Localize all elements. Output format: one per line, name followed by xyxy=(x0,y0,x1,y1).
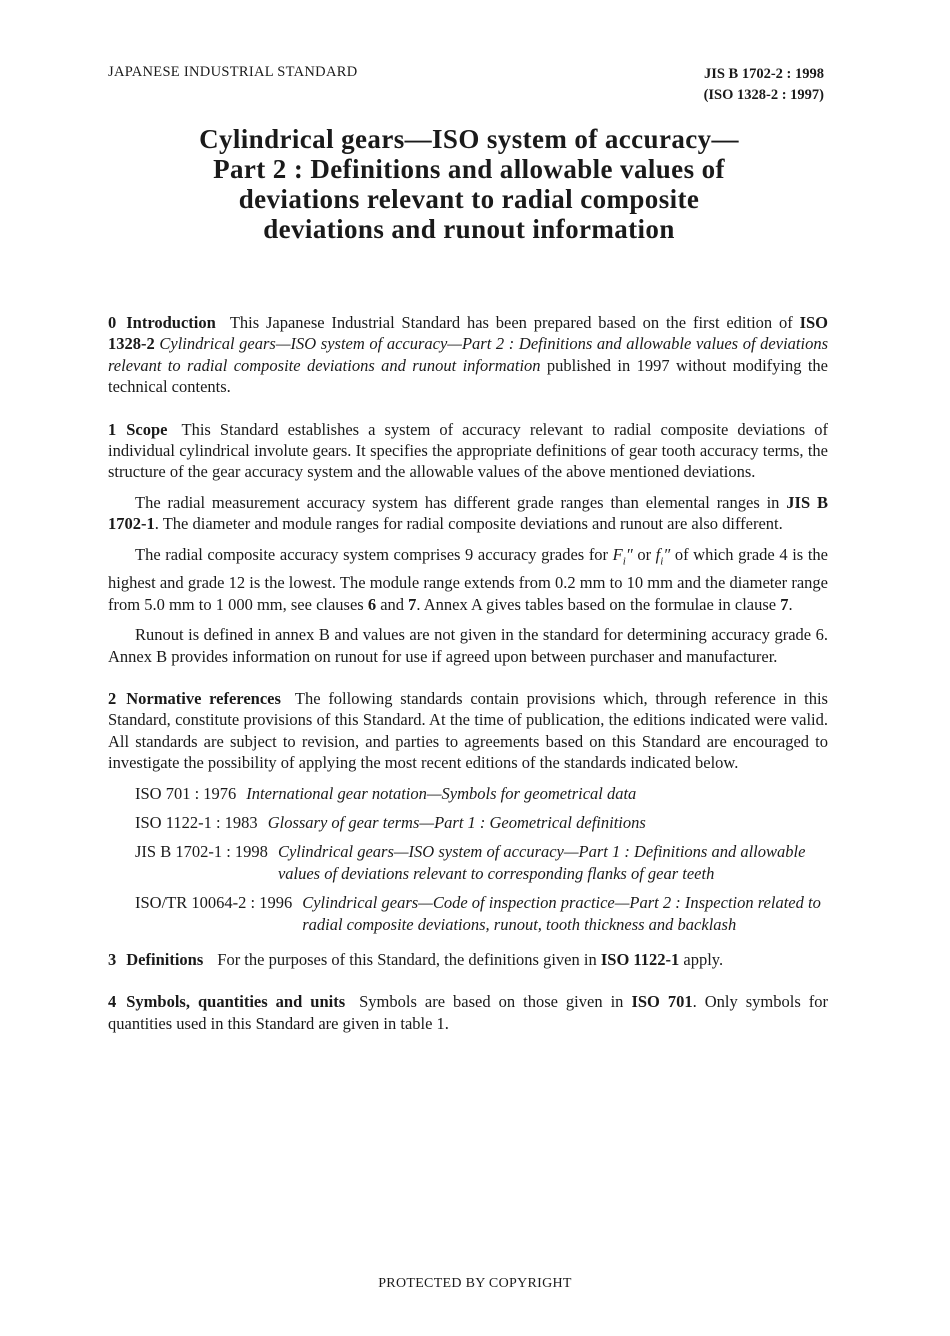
reference-item xyxy=(135,841,828,884)
symbols-text: Symbols are based on those given in xyxy=(359,992,632,1012)
scope-p3-and: and xyxy=(376,594,409,614)
definitions-ref: ISO 1122-1 xyxy=(600,950,680,970)
document-title xyxy=(108,124,830,244)
section-heading: Scope xyxy=(126,419,168,439)
section-heading: Symbols, quantities and units xyxy=(126,992,346,1012)
section-heading: Normative references xyxy=(126,688,281,708)
symbol-F: F xyxy=(612,544,623,564)
section-normative-references xyxy=(108,688,828,774)
reference-list xyxy=(135,783,828,935)
clause-ref: 7 xyxy=(408,594,417,614)
header-standard-number xyxy=(704,64,824,106)
section-number: 3 xyxy=(108,950,117,970)
section-definitions xyxy=(108,949,828,970)
clause-ref: 7 xyxy=(780,594,789,614)
title-line-4: deviations and runout information xyxy=(263,214,675,244)
scope-p3-or: or xyxy=(632,544,656,564)
section-number: 1 xyxy=(108,419,117,439)
scope-p3-text: The radial composite accuracy system comprises 9 accuracy grades for xyxy=(135,544,613,564)
scope-p3-text-3: . Annex A gives tables based on the formulae in clause xyxy=(416,594,781,614)
symbol-fi xyxy=(655,544,671,567)
scope-paragraph-4: Runout is defined in annex B and values are not given in the standard for determining accuracy grade 6. Annex B provides information on runout for use if agreed upon between purchaser and manufacturer. xyxy=(108,625,828,666)
iso-number: (ISO 1328-2 : 1997) xyxy=(703,87,824,103)
intro-text: This Japanese Industrial Standard has been prepared based on the first edition of xyxy=(229,313,800,332)
scope-p2-text-end: . The diameter and module ranges for radial composite deviations and runout are also different. xyxy=(154,514,783,534)
reference-title: Cylindrical gears—ISO system of accuracy—Part 1 : Definitions and allowable values of deviations relevant to corresponding flanks of gear teeth xyxy=(277,842,806,883)
reference-code: ISO 1122-1 : 1983 xyxy=(135,813,258,833)
reference-item xyxy=(135,783,828,804)
symbol-subscript: i xyxy=(660,554,664,567)
symbol-double-prime: ″ xyxy=(663,544,671,564)
reference-item xyxy=(135,812,828,833)
scope-paragraph-1: This Standard establishes a system of accuracy relevant to radial composite deviations of individual cylindrical involute gears. It specifies the appropriate definitions of gear tooth accuracy terms, the structure of the gear accuracy system and the allowable values of the above mentioned deviations. xyxy=(108,419,828,482)
symbols-ref: ISO 701 xyxy=(631,992,693,1012)
section-number: 4 xyxy=(108,992,117,1012)
symbol-f: f xyxy=(655,544,661,564)
section-symbols xyxy=(108,991,828,1034)
symbol-double-prime: ″ xyxy=(625,544,633,564)
section-heading: Definitions xyxy=(126,950,204,970)
clause-ref: 6 xyxy=(367,594,377,614)
section-heading: Introduction xyxy=(126,313,216,332)
symbol-Fi xyxy=(612,544,633,567)
intro-ref-title: Cylindrical gears—ISO system of accuracy—Part 2 : Definitions and allowable values of deviations relevant to radial composite deviations and runout information xyxy=(108,334,828,375)
reference-title: International gear notation—Symbols for geometrical data xyxy=(246,783,637,803)
section-scope xyxy=(108,419,828,483)
scope-p3-period: . xyxy=(788,594,793,614)
section-number: 2 xyxy=(108,688,117,708)
symbols-text-end: . Only symbols for quantities used in this Standard are given in table 1. xyxy=(108,992,829,1033)
scope-paragraph-3 xyxy=(108,544,828,616)
header-standard-label: JAPANESE INDUSTRIAL STANDARD xyxy=(108,64,358,80)
scope-p3-text-2: of which grade 4 is the highest and grade 12 is the lowest. The module range extends from 0.2 mm to 10 mm and the diameter range from 5.0 mm to 1 000 mm, see clauses xyxy=(108,544,828,614)
definitions-text-end: apply. xyxy=(679,950,724,970)
document-body xyxy=(108,312,828,1034)
section-introduction xyxy=(108,312,828,398)
scope-paragraph-2 xyxy=(108,492,828,535)
reference-code: ISO/TR 10064-2 : 1996 xyxy=(135,893,293,913)
section-number: 0 xyxy=(108,313,117,332)
scope-p2-text: The radial measurement accuracy system has different grade ranges than elemental ranges in xyxy=(135,492,787,512)
scope-p2-ref: JIS B 1702-1 xyxy=(108,492,828,534)
reference-code: ISO 701 : 1976 xyxy=(135,783,237,803)
intro-text-end: published in 1997 without modifying the technical contents. xyxy=(108,355,828,397)
copyright-footer: PROTECTED BY COPYRIGHT xyxy=(378,1276,572,1291)
title-line-1: Cylindrical gears—ISO system of accuracy— xyxy=(199,124,739,154)
title-line-2: Part 2 : Definitions and allowable values of xyxy=(213,154,725,184)
reference-code: JIS B 1702-1 : 1998 xyxy=(135,842,268,862)
symbol-subscript: i xyxy=(622,554,626,567)
normative-text: The following standards contain provisions which, through reference in this Standard, constitute provisions of this Standard. At the time of publication, the editions indicated were valid. All standards are subject to revision, and parties to agreements based on this Standard are encouraged to investigate the possibility of applying the most recent editions of the standards indicated below. xyxy=(108,688,828,773)
reference-title: Cylindrical gears—Code of inspection practice—Part 2 : Inspection related to radial composite deviations, runout, tooth thickness and backlash xyxy=(302,893,821,934)
title-line-3: deviations relevant to radial composite xyxy=(238,184,700,214)
definitions-text: For the purposes of this Standard, the definitions given in xyxy=(217,950,601,970)
intro-ref: ISO 1328-2 xyxy=(108,313,828,354)
reference-title: Glossary of gear terms—Part 1 : Geometrical definitions xyxy=(267,813,646,833)
reference-item xyxy=(135,892,828,935)
jis-number: JIS B 1702-2 : 1998 xyxy=(703,66,824,82)
